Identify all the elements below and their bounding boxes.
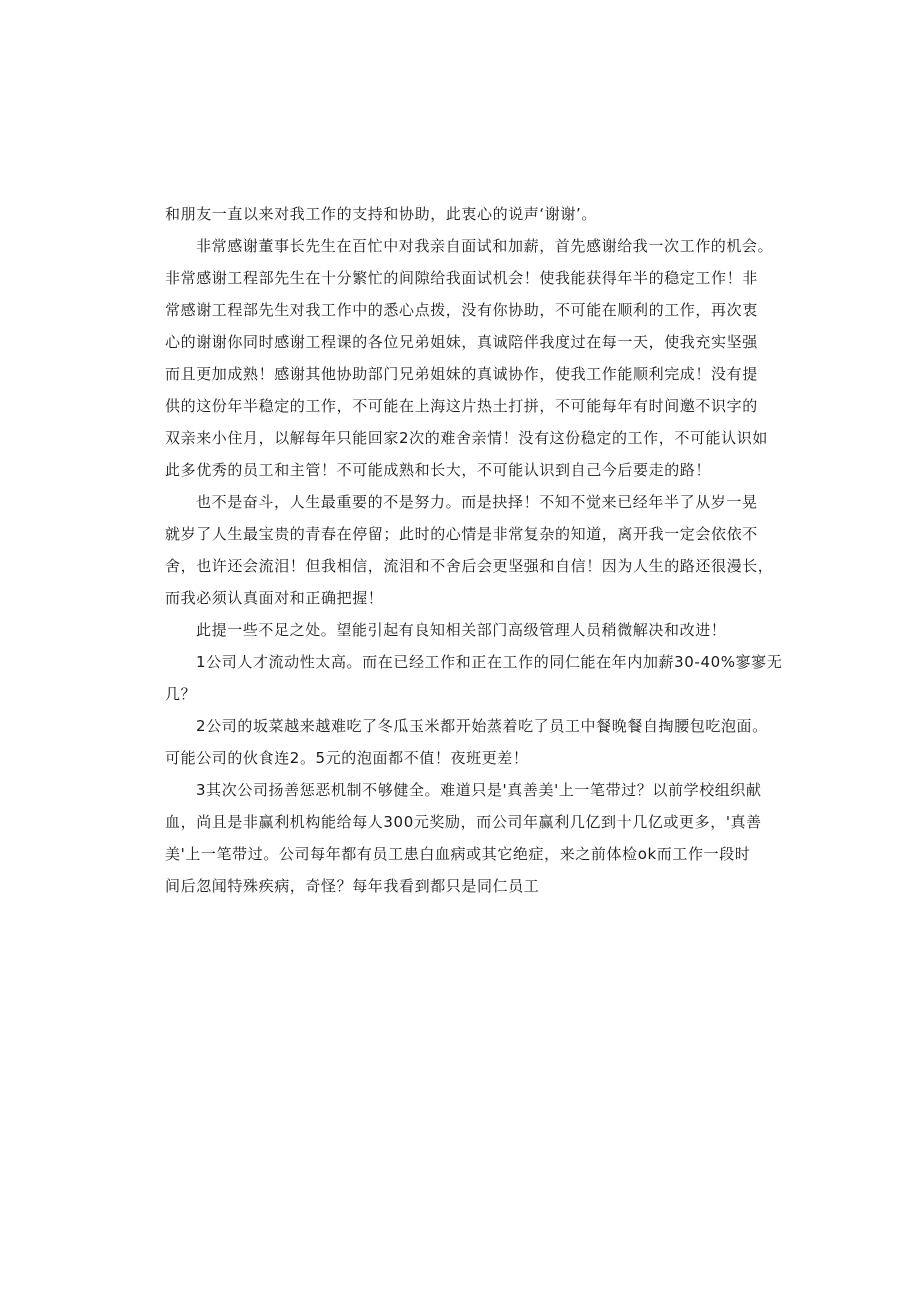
text-line-13: 而我必须认真面对和正确把握！ — [165, 589, 384, 607]
text-line-16: 几？ — [165, 685, 197, 703]
document-body — [165, 198, 783, 902]
text-line-5: 心的谢谢你同时感谢工程课的各位兄弟姐妹，真诚陪伴我度过在每一天，使我充实坚强 — [165, 333, 758, 351]
text-line-6: 而且更加成熟！感谢其他协助部门兄弟姐妹的真诚协作，使我工作能顺利完成！没有提 — [165, 365, 758, 383]
text-line-7: 供的这份年半稳定的工作，不可能在上海这片热土打拼，不可能每年有时间邀不识字的 — [165, 397, 758, 415]
text-line-3: 非常感谢工程部先生在十分繁忙的间隙给我面试机会！使我能获得年半的稳定工作！非 — [165, 269, 758, 287]
text-line-14: 此提一些不足之处。望能引起有良知相关部门高级管理人员稍微解决和改进！ — [196, 621, 727, 639]
text-line-9: 此多优秀的员工和主管！不可能成熟和长大，不可能认识到自己今后要走的路！ — [165, 461, 712, 479]
text-line-19: 3其次公司扬善惩恶机制不够健全。难道只是'真善美'上一笔带过？以前学校组织献 — [196, 781, 762, 799]
text-line-10: 也不是奋斗，人生最重要的不是努力。而是抉择！不知不觉来已经年半了从岁一晃 — [196, 493, 758, 511]
text-line-15: 1公司人才流动性太高。而在已经工作和正在工作的同仁能在年内加薪30-40%寥寥无 — [196, 653, 783, 671]
text-line-11: 就岁了人生最宝贵的青春在停留；此时的心情是非常复杂的知道，离开我一定会依依不 — [165, 525, 758, 543]
text-line-12: 舍，也许还会流泪！但我相信，流泪和不舍后会更坚强和自信！因为人生的路还很漫长， — [165, 557, 774, 575]
text-line-22: 间后忽闻特殊疾病，奇怪？每年我看到都只是同仁员工 — [165, 877, 540, 895]
text-line-21: 美'上一笔带过。公司每年都有员工患白血病或其它绝症，来之前体检ok而工作一段时 — [165, 845, 751, 863]
text-line-4: 常感谢工程部先生对我工作中的悉心点拨，没有你协助，不可能在顺利的工作，再次衷 — [165, 301, 758, 319]
text-line-17: 2公司的坂菜越来越难吃了冬瓜玉米都开始蒸着吃了员工中餐晚餐自掏腰包吃泡面。 — [196, 717, 768, 735]
text-line-1: 和朋友一直以来对我工作的支持和协助，此衷心的说声‘谢谢’。 — [165, 205, 597, 223]
text-line-8: 双亲来小住月，以解每年只能回家2次的难舍亲情！没有这份稳定的工作，不可能认识如 — [165, 429, 768, 447]
text-line-2: 非常感谢董事长先生在百忙中对我亲自面试和加薪，首先感谢给我一次工作的机会。 — [196, 237, 774, 255]
text-line-20: 血，尚且是非赢利机构能给每人300元奖励，而公司年赢利几亿到十几亿或更多，'真善 — [165, 813, 762, 831]
text-line-18: 可能公司的伙食连2。5元的泡面都不值！夜班更差！ — [165, 749, 529, 767]
